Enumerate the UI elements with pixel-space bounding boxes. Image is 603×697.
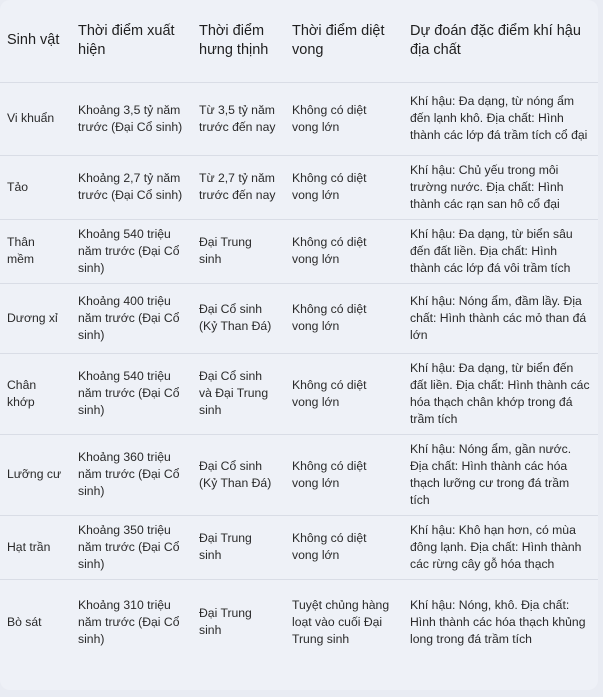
cell-appearance: Khoảng 350 triệu năm trước (Đại Cổ sinh) xyxy=(70,515,191,579)
cell-climate-geology: Khí hậu: Nóng ẩm, đầm lầy. Địa chất: Hình thành các mỏ than đá lớn xyxy=(402,283,598,353)
table-body xyxy=(0,82,598,665)
cell-appearance: Khoảng 2,7 tỷ năm trước (Đại Cổ sinh) xyxy=(70,155,191,219)
table-header xyxy=(0,0,598,82)
cell-climate-geology: Khí hậu: Chủ yếu trong môi trường nước. Địa chất: Hình thành các rạn san hô cổ đại xyxy=(402,155,598,219)
table-row xyxy=(0,579,598,665)
table-row xyxy=(0,283,598,353)
header-extinction: Thời điểm diệt vong xyxy=(292,22,385,58)
cell-extinction: Không có diệt vong lớn xyxy=(284,353,402,434)
cell-flourishing: Từ 2,7 tỷ năm trước đến nay xyxy=(191,155,284,219)
cell-extinction: Không có diệt vong lớn xyxy=(284,82,402,155)
cell-organism: Tảo xyxy=(0,155,70,219)
header-row xyxy=(0,0,598,82)
table-row xyxy=(0,82,598,155)
cell-climate-geology: Khí hậu: Nóng ẩm, gần nước. Địa chất: Hình thành các hóa thạch lưỡng cư trong đá trầm tích xyxy=(402,434,598,515)
cell-flourishing: Đại Cổ sinh và Đại Trung sinh xyxy=(191,353,284,434)
header-appearance: Thời điểm xuất hiện xyxy=(78,22,175,58)
cell-extinction: Không có diệt vong lớn xyxy=(284,434,402,515)
cell-climate-geology: Khí hậu: Đa dạng, từ nóng ẩm đến lạnh khô. Địa chất: Hình thành các lớp đá trầm tích cổ đại xyxy=(402,82,598,155)
cell-organism: Dương xỉ xyxy=(0,283,70,353)
cell-organism: Bò sát xyxy=(0,579,70,665)
cell-flourishing: Đại Cổ sinh (Kỷ Than Đá) xyxy=(191,434,284,515)
cell-extinction: Không có diệt vong lớn xyxy=(284,515,402,579)
cell-organism: Vi khuẩn xyxy=(0,82,70,155)
cell-flourishing: Từ 3,5 tỷ năm trước đến nay xyxy=(191,82,284,155)
header-organism: Sinh vật xyxy=(7,32,60,49)
cell-organism: Hạt trần xyxy=(0,515,70,579)
cell-appearance: Khoảng 3,5 tỷ năm trước (Đại Cổ sinh) xyxy=(70,82,191,155)
cell-organism: Chân khớp xyxy=(0,353,70,434)
header-climate-geology: Dự đoán đặc điểm khí hậu địa chất xyxy=(410,22,581,58)
cell-flourishing: Đại Trung sinh xyxy=(191,219,284,283)
cell-extinction: Không có diệt vong lớn xyxy=(284,155,402,219)
table-row xyxy=(0,219,598,283)
table-row xyxy=(0,434,598,515)
cell-extinction: Không có diệt vong lớn xyxy=(284,219,402,283)
cell-appearance: Khoảng 400 triệu năm trước (Đại Cổ sinh) xyxy=(70,283,191,353)
cell-organism: Thân mềm xyxy=(0,219,70,283)
cell-flourishing: Đại Trung sinh xyxy=(191,579,284,665)
cell-appearance: Khoảng 540 triệu năm trước (Đại Cổ sinh) xyxy=(70,353,191,434)
cell-organism: Lưỡng cư xyxy=(0,434,70,515)
cell-appearance: Khoảng 540 triệu năm trước (Đại Cổ sinh) xyxy=(70,219,191,283)
cell-flourishing: Đại Cổ sinh (Kỷ Than Đá) xyxy=(191,283,284,353)
table-row xyxy=(0,515,598,579)
table-row xyxy=(0,353,598,434)
cell-climate-geology: Khí hậu: Khô hạn hơn, có mùa đông lạnh. Địa chất: Hình thành các rừng cây gỗ hóa thạch xyxy=(402,515,598,579)
cell-climate-geology: Khí hậu: Đa dạng, từ biển sâu đến đất liền. Địa chất: Hình thành các lớp đá vôi trầm tích xyxy=(402,219,598,283)
cell-appearance: Khoảng 310 triệu năm trước (Đại Cổ sinh) xyxy=(70,579,191,665)
cell-extinction: Không có diệt vong lớn xyxy=(284,283,402,353)
cell-climate-geology: Khí hậu: Nóng, khô. Địa chất: Hình thành các hóa thạch khủng long trong đá trầm tích xyxy=(402,579,598,665)
cell-flourishing: Đại Trung sinh xyxy=(191,515,284,579)
cell-appearance: Khoảng 360 triệu năm trước (Đại Cổ sinh) xyxy=(70,434,191,515)
cell-climate-geology: Khí hậu: Đa dạng, từ biển đến đất liền. Địa chất: Hình thành các hóa thạch chân khớp trong đá trầm tích xyxy=(402,353,598,434)
table-row xyxy=(0,155,598,219)
header-flourishing: Thời điểm hưng thịnh xyxy=(199,22,269,58)
cell-extinction: Tuyệt chủng hàng loạt vào cuối Đại Trung sinh xyxy=(284,579,402,665)
